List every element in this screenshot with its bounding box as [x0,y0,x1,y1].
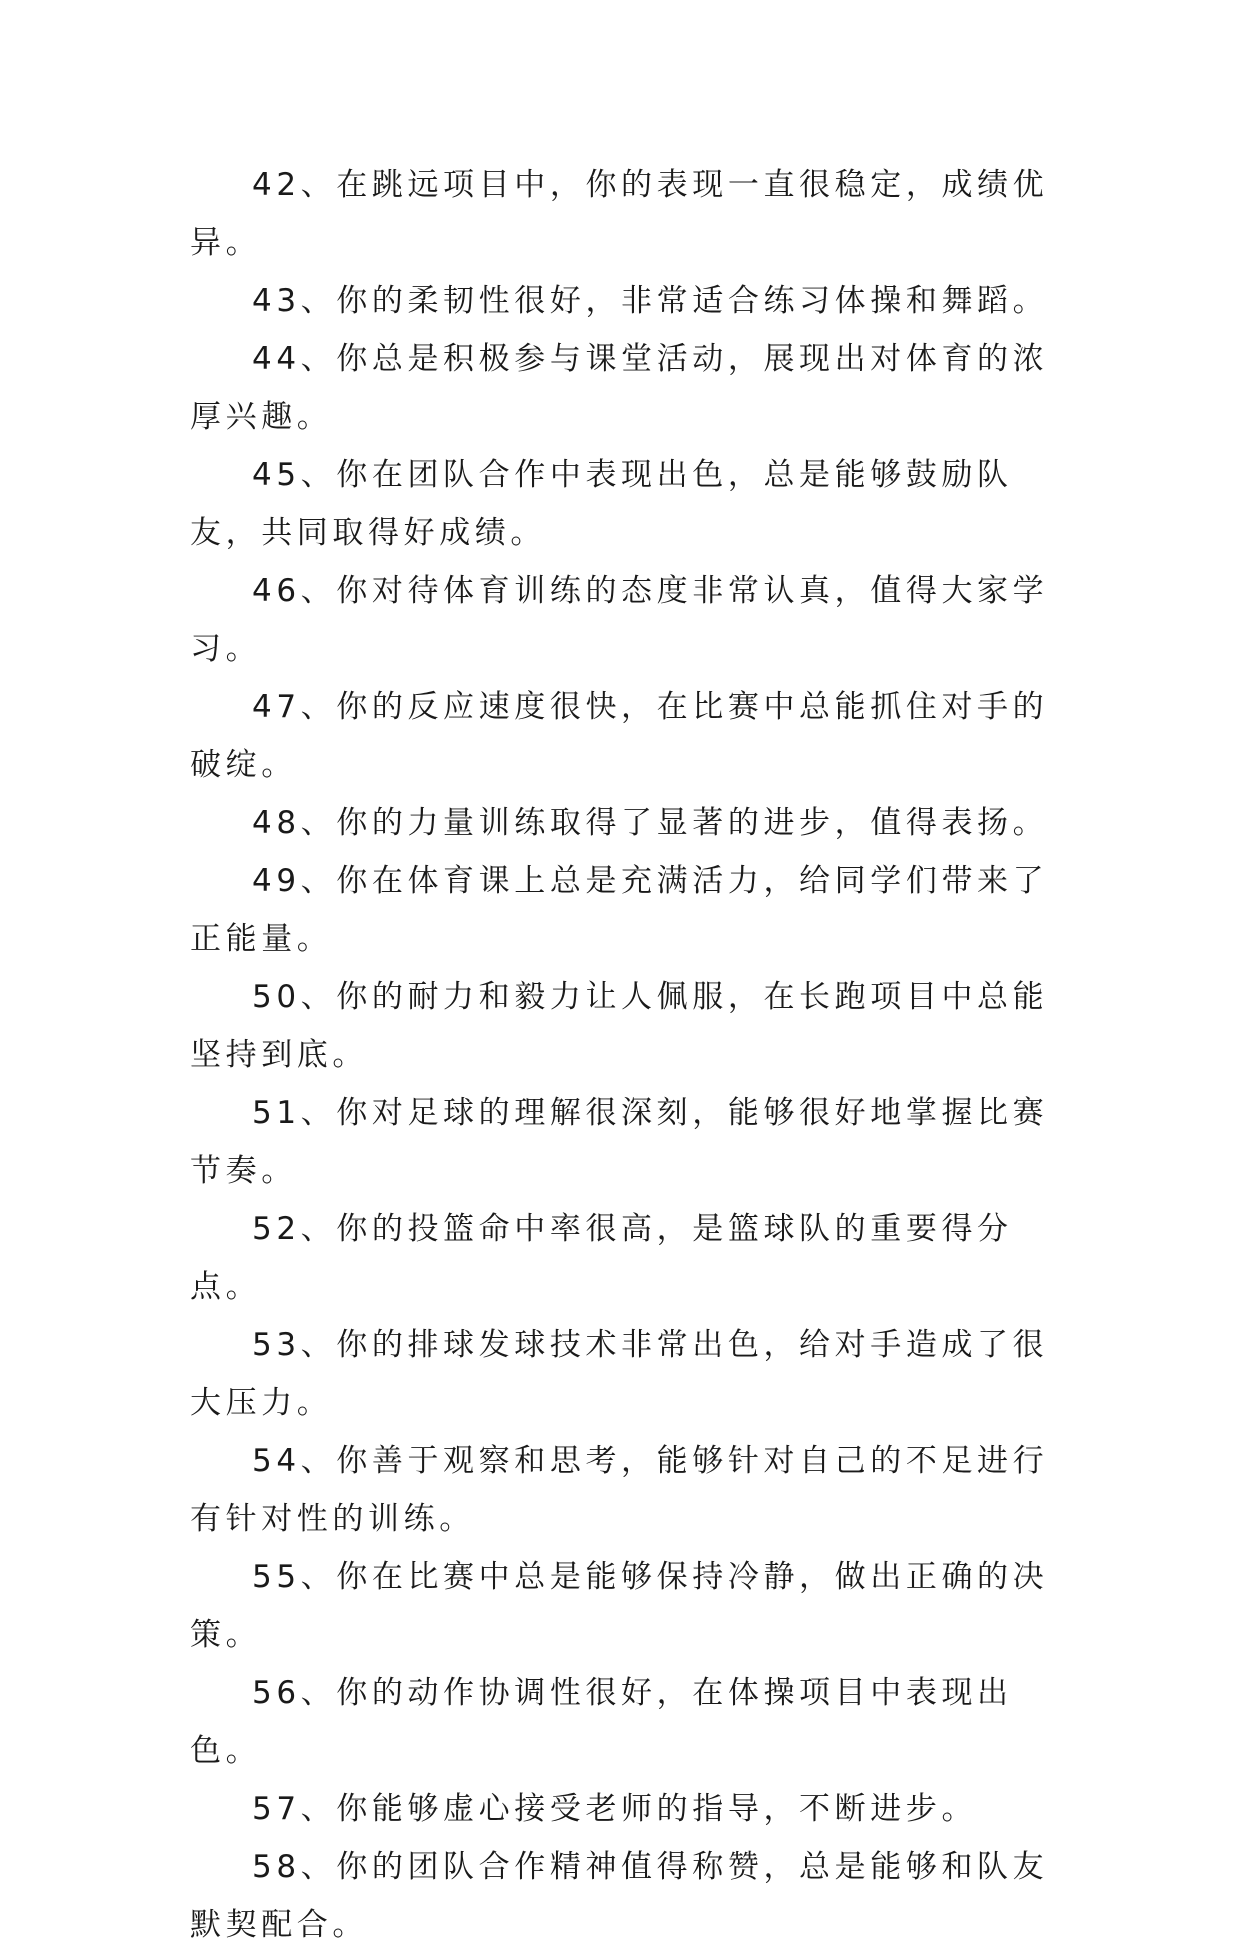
document-body [190,156,1050,1954]
paragraph-47: 47、你的反应速度很快，在比赛中总能抓住对手的破绽。 [190,689,1049,783]
paragraph-45: 45、你在团队合作中表现出色，总是能够鼓励队友，共同取得好成绩。 [190,457,1013,551]
paragraph-55: 55、你在比赛中总是能够保持冷静，做出正确的决策。 [190,1559,1049,1653]
paragraph-54: 54、你善于观察和思考，能够针对自己的不足进行有针对性的训练。 [190,1443,1049,1537]
paragraph-42: 42、在跳远项目中，你的表现一直很稳定，成绩优异。 [190,167,1049,261]
paragraph-46: 46、你对待体育训练的态度非常认真，值得大家学习。 [190,573,1049,667]
paragraph-52: 52、你的投篮命中率很高，是篮球队的重要得分点。 [190,1211,1013,1305]
paragraph-44: 44、你总是积极参与课堂活动，展现出对体育的浓厚兴趣。 [190,341,1049,435]
paragraph-50: 50、你的耐力和毅力让人佩服，在长跑项目中总能坚持到底。 [190,979,1049,1073]
paragraph-53: 53、你的排球发球技术非常出色，给对手造成了很大压力。 [190,1327,1049,1421]
paragraph-57: 57、你能够虚心接受老师的指导，不断进步。 [252,1791,978,1827]
paragraph-49: 49、你在体育课上总是充满活力，给同学们带来了正能量。 [190,863,1049,957]
paragraph-56: 56、你的动作协调性很好，在体操项目中表现出色。 [190,1675,1013,1769]
paragraph-51: 51、你对足球的理解很深刻，能够很好地掌握比赛节奏。 [190,1095,1049,1189]
paragraph-43: 43、你的柔韧性很好，非常适合练习体操和舞蹈。 [252,283,1049,319]
paragraph-58: 58、你的团队合作精神值得称赞，总是能够和队友默契配合。 [190,1849,1049,1943]
paragraph-48: 48、你的力量训练取得了显著的进步，值得表扬。 [252,805,1049,841]
